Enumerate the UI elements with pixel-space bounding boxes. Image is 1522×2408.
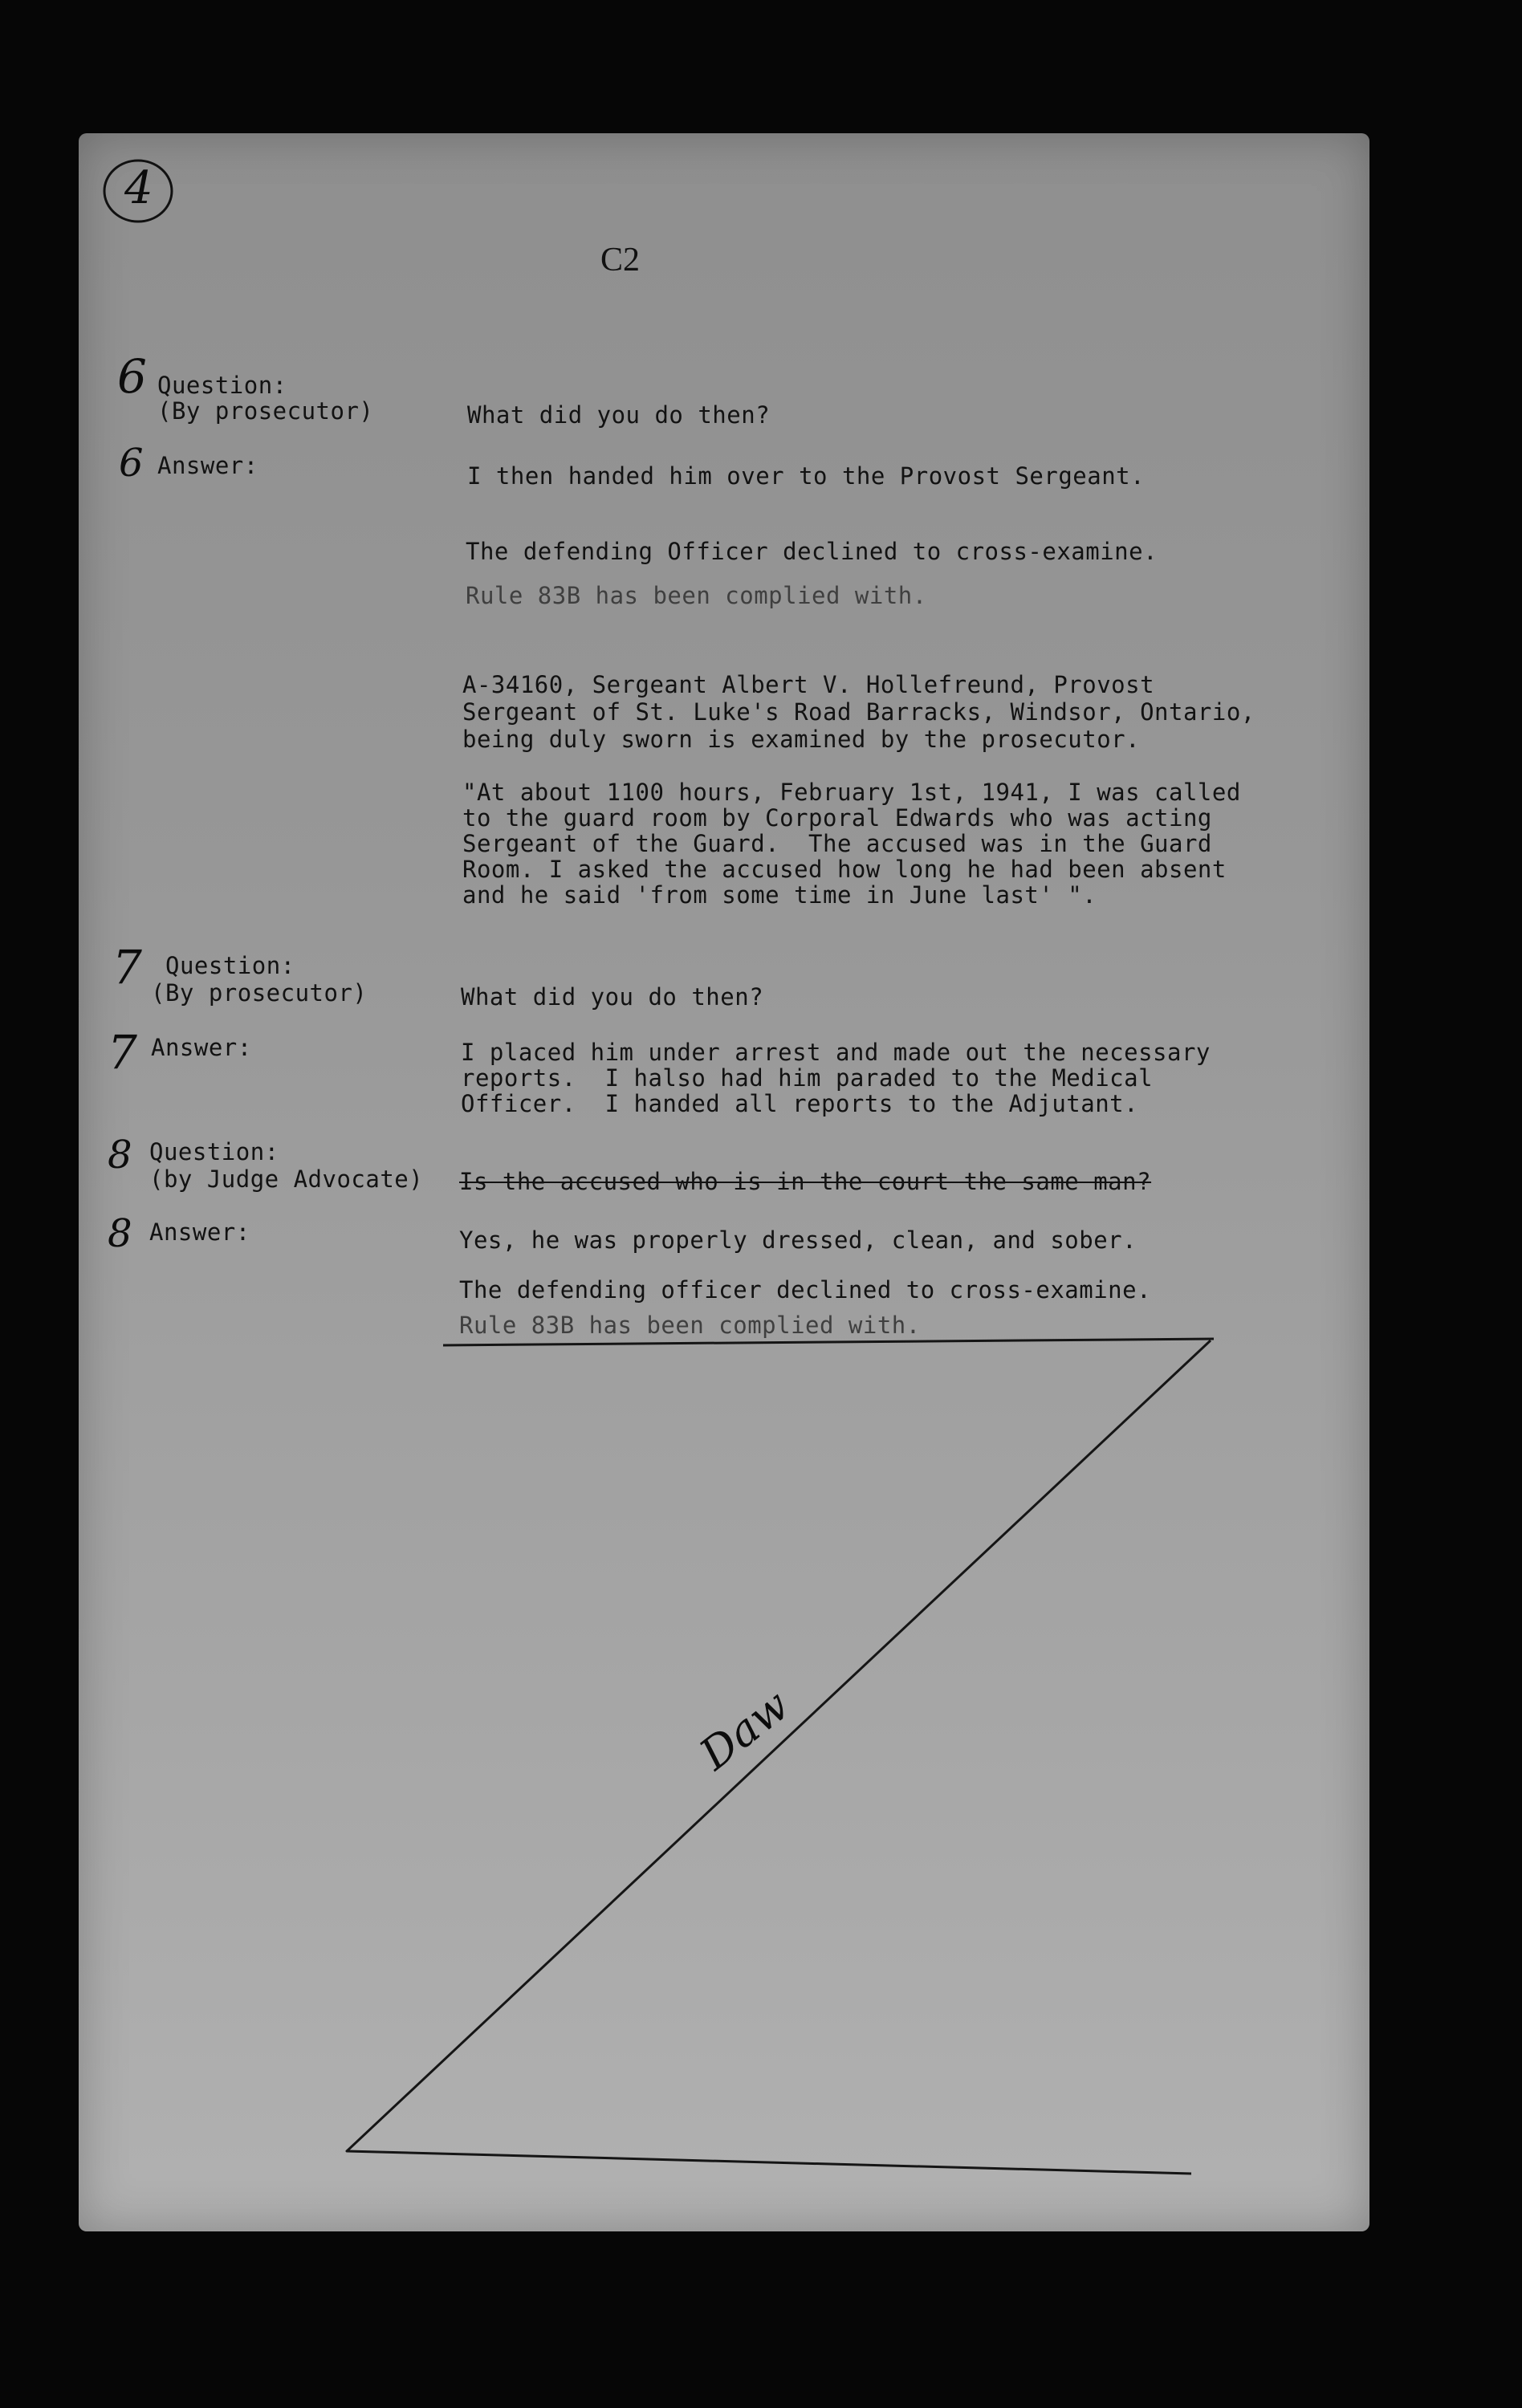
q7-number: 7 xyxy=(112,940,142,995)
q7-answer-line-1: I placed him under arrest and made out the necessary xyxy=(461,1039,1211,1066)
q7-answer-label: Answer: xyxy=(151,1034,252,1061)
q8-questioner: (by Judge Advocate) xyxy=(149,1165,424,1193)
circled-page-number: 4 xyxy=(124,162,153,214)
witness-statement-line-2: to the guard room by Corporal Edwards who was acting xyxy=(462,804,1212,832)
witness-statement-line-4: Room. I asked the accused how long he had been absent xyxy=(462,856,1227,883)
note1-declined: The defending Officer declined to cross-examine. xyxy=(466,538,1158,565)
end-rule-line xyxy=(443,1339,1214,1345)
q6-question: What did you do then? xyxy=(467,401,771,429)
q7-answer-number: 7 xyxy=(108,1025,137,1080)
q6-answer-label: Answer: xyxy=(157,452,258,479)
q8-question-label: Question: xyxy=(149,1138,279,1165)
q6-answer: I then handed him over to the Provost Sergeant. xyxy=(467,462,1146,490)
witness-statement-line-1: "At about 1100 hours, February 1st, 1941, I was called xyxy=(462,779,1241,806)
q7-answer-line-3: Officer. I handed all reports to the Adjutant. xyxy=(461,1090,1139,1117)
q8-answer: Yes, he was properly dressed, clean, and sober. xyxy=(459,1226,1137,1254)
witness-statement-line-5: and he said 'from some time in June last' ". xyxy=(462,881,1097,909)
q8-question: Is the accused who is in the court the same man? xyxy=(459,1168,1152,1195)
q7-questioner: (By prosecutor) xyxy=(151,979,368,1007)
witness-intro-line-2: Sergeant of St. Luke's Road Barracks, Windsor, Ontario, xyxy=(462,698,1255,726)
q8-answer-number: 8 xyxy=(108,1211,132,1256)
q7-answer-line-2: reports. I halso had him paraded to the Medical xyxy=(461,1064,1154,1092)
page-id: C2 xyxy=(600,242,641,279)
q6-number: 6 xyxy=(117,349,147,404)
z-cancellation-line xyxy=(347,1340,1211,2174)
note1-rule: Rule 83B has been complied with. xyxy=(466,582,927,609)
witness-intro-line-1: A-34160, Sergeant Albert V. Hollefreund, Provost xyxy=(462,671,1155,698)
handwritten-initials: Daw xyxy=(690,1679,799,1780)
q7-question: What did you do then? xyxy=(461,983,764,1011)
q6-questioner: (By prosecutor) xyxy=(157,397,374,425)
q8-answer-label: Answer: xyxy=(149,1218,250,1246)
note2-rule: Rule 83B has been complied with. xyxy=(459,1312,921,1339)
q8-number: 8 xyxy=(108,1133,132,1178)
q7-question-label: Question: xyxy=(165,952,295,979)
q6-answer-number: 6 xyxy=(119,441,144,486)
witness-intro-line-3: being duly sworn is examined by the prosecutor. xyxy=(462,726,1141,753)
note2-declined: The defending officer declined to cross-examine. xyxy=(459,1276,1152,1304)
witness-statement-line-3: Sergeant of the Guard. The accused was in the Guard xyxy=(462,830,1212,857)
q6-question-label: Question: xyxy=(157,372,287,399)
